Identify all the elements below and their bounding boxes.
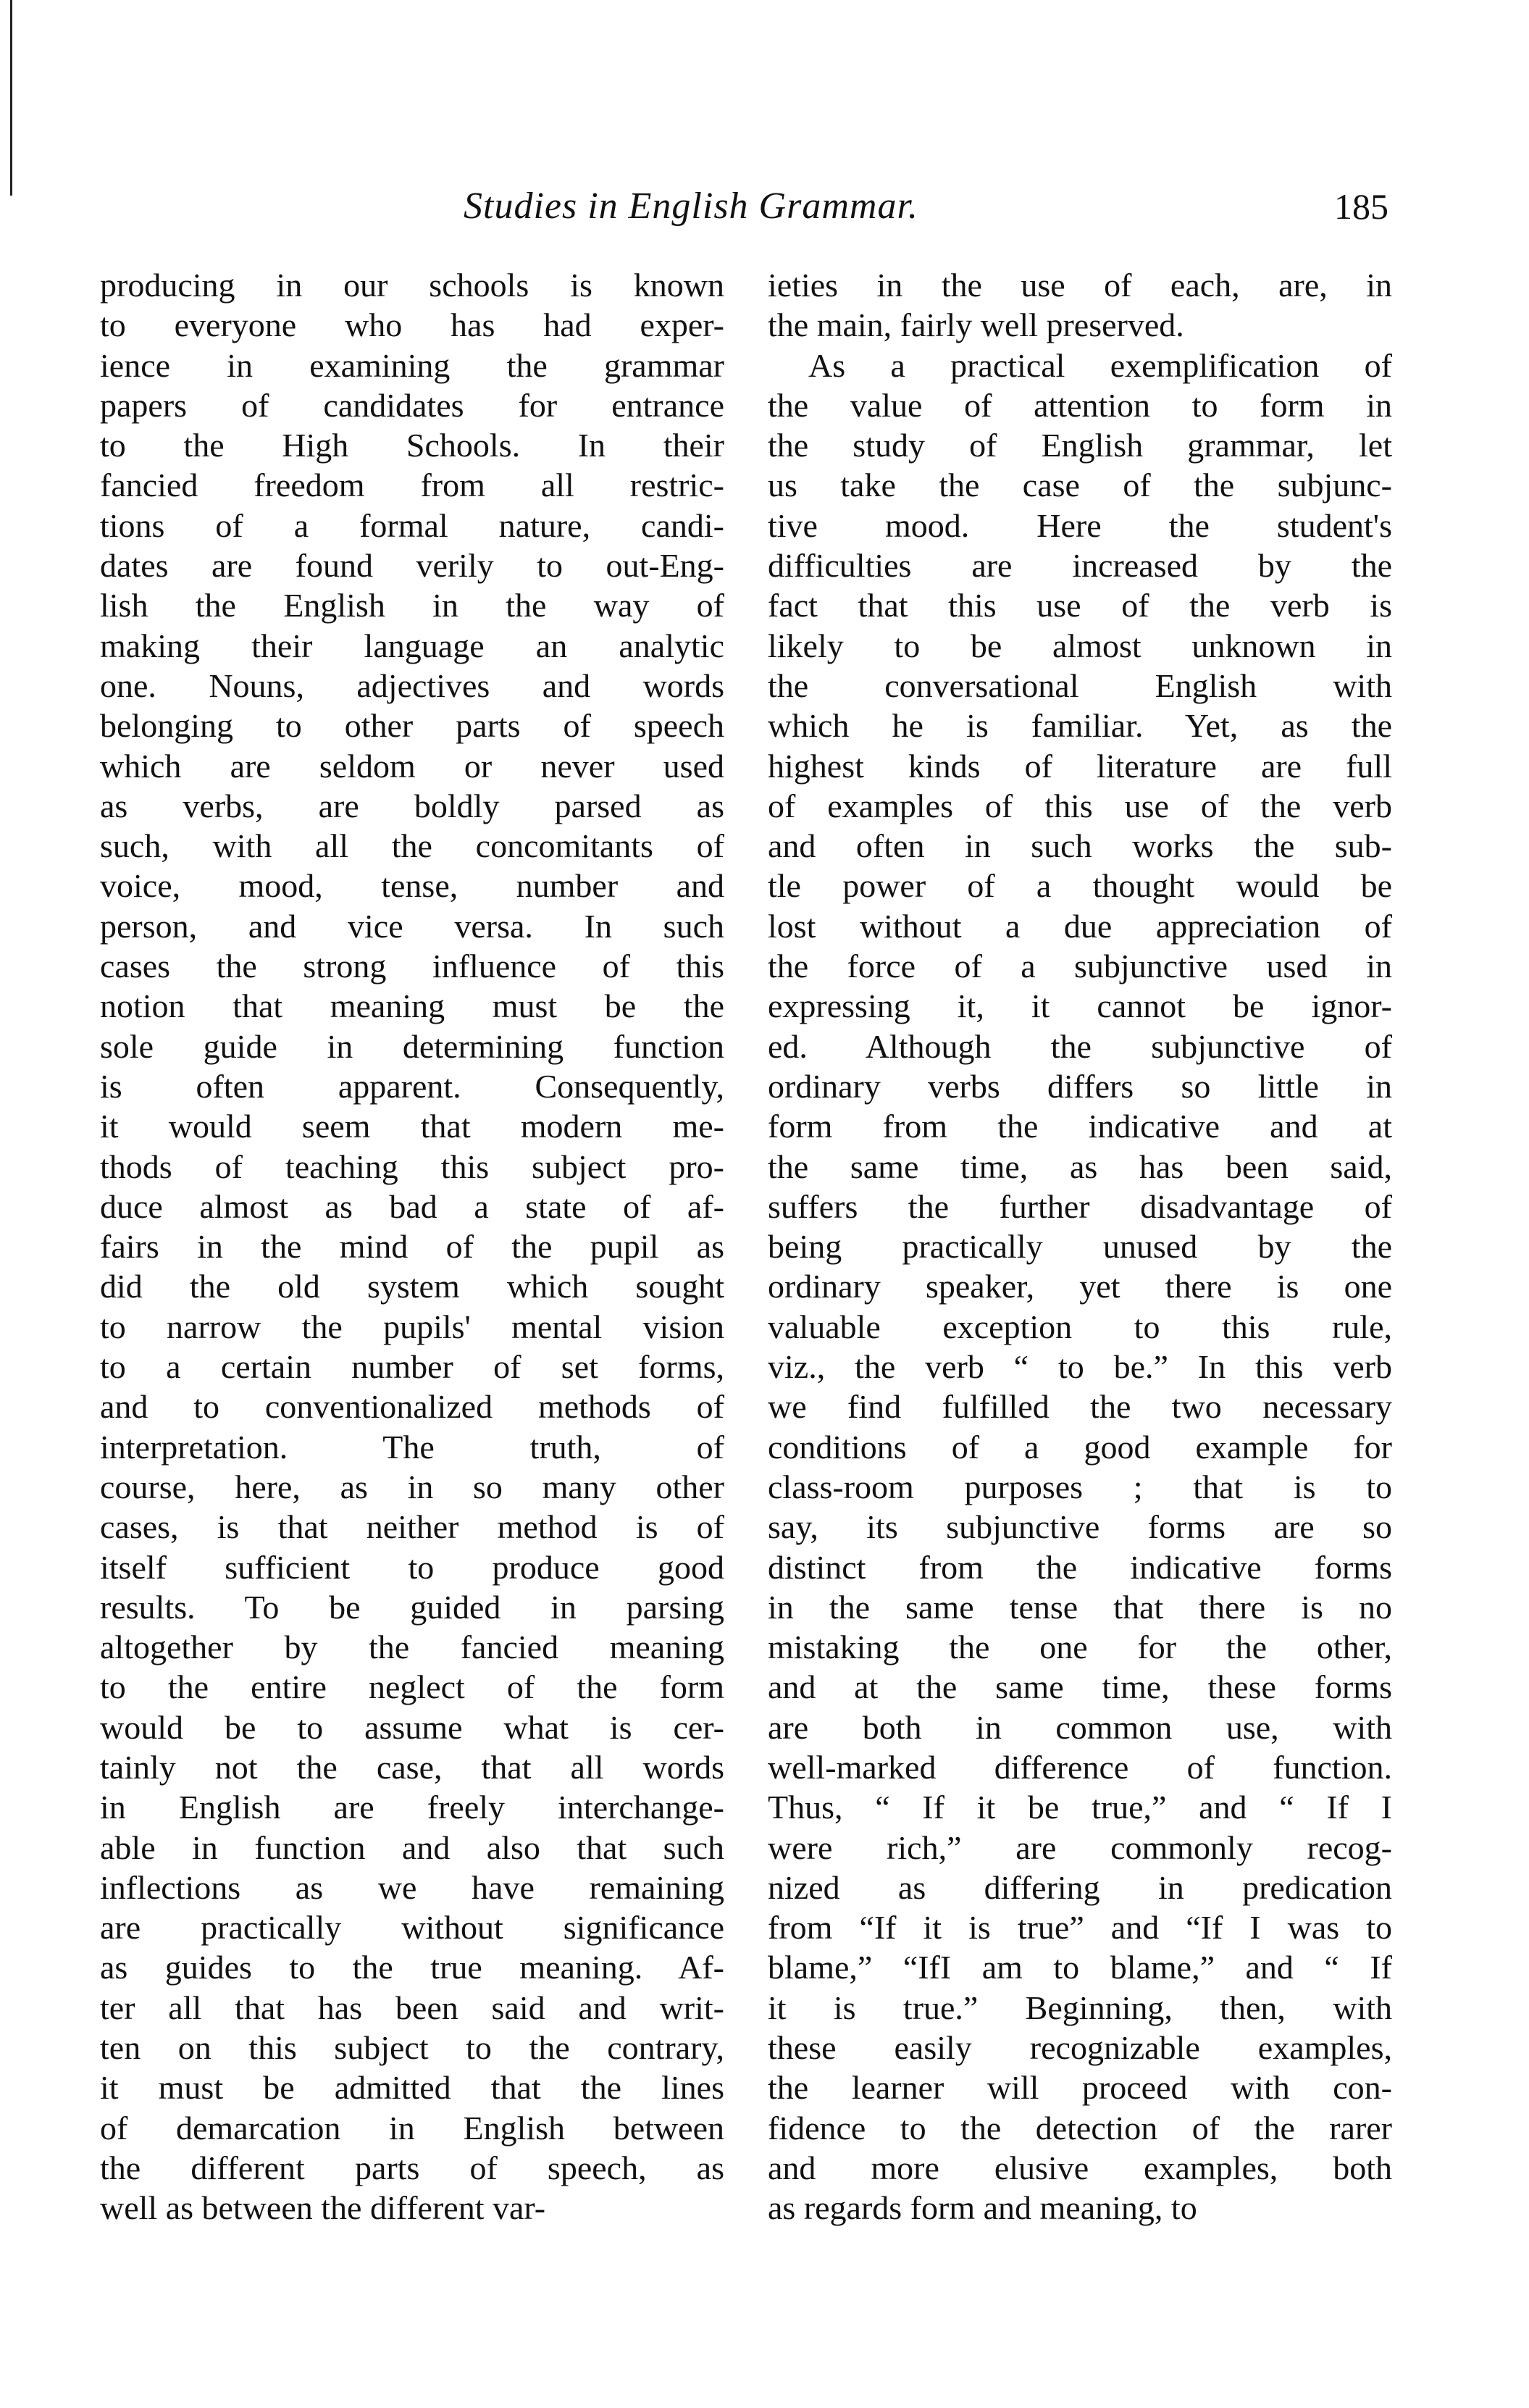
text-line: expressing it, it cannot be ignor- [768,987,1392,1025]
text-line: thods of teaching this subject pro- [100,1147,724,1185]
text-line: dates are found verily to out-Eng- [100,547,724,585]
text-line: conditions of a good example for [768,1428,1392,1466]
text-line: the same time, as has been said, [768,1147,1392,1185]
text-line: did the old system which sought [100,1268,724,1305]
text-line: form from the indicative and at [768,1108,1392,1145]
right-text-column [768,265,1392,2228]
text-line: us take the case of the subjunc- [768,467,1392,504]
text-line: suffers the further disadvantage of [768,1187,1392,1225]
text-line: altogether by the fancied meaning [100,1629,724,1666]
text-line: duce almost as bad a state of af- [100,1187,724,1225]
text-line: of examples of this use of the verb [768,787,1392,824]
text-line: highest kinds of literature are full [768,747,1392,785]
text-line: which he is familiar. Yet, as the [768,707,1392,745]
text-line: making their language an analytic [100,627,724,664]
text-line: are both in common use, with [768,1708,1392,1746]
text-line: and to conventionalized methods of [100,1388,724,1426]
text-line: say, its subjunctive forms are so [768,1508,1392,1546]
text-line: are practically without significance [100,1909,724,1947]
text-line: in English are freely interchange- [100,1789,724,1826]
text-line: ten on this subject to the contrary, [100,2029,724,2067]
text-line: valuable exception to this rule, [768,1308,1392,1345]
text-line: to everyone who has had exper- [100,306,724,344]
text-line: lish the English in the way of [100,587,724,624]
text-line: one. Nouns, adjectives and words [100,666,724,704]
text-line: well-marked difference of function. [768,1748,1392,1786]
page-edge-mark [10,0,12,196]
text-line: and more elusive examples, both [768,2149,1392,2186]
text-line: class-room purposes ; that is to [768,1468,1392,1505]
text-line: notion that meaning must be the [100,987,724,1025]
left-text-column [100,265,724,2228]
text-line: were rich,” are commonly recog- [768,1828,1392,1866]
text-line: which are seldom or never used [100,747,724,785]
text-line: results. To be guided in parsing [100,1588,724,1626]
text-line: the study of English grammar, let [768,427,1392,464]
text-line: belonging to other parts of speech [100,707,724,745]
text-line: course, here, as in so many other [100,1468,724,1505]
text-line: As a practical exemplification of [808,346,1392,384]
text-line: would be to assume what is cer- [100,1708,724,1746]
text-line: such, with all the concomitants of [100,827,724,865]
text-line: ience in examining the grammar [100,346,724,384]
text-line: ordinary speaker, yet there is one [768,1268,1392,1305]
text-line: sole guide in determining function [100,1027,724,1065]
text-line: blame,” “IfI am to blame,” and “ If [768,1949,1392,1986]
text-line: producing in our schools is known [100,267,724,304]
text-line: able in function and also that such [100,1828,724,1866]
text-line: inflections as we have remaining [100,1868,724,1906]
text-line: it must be admitted that the lines [100,2069,724,2107]
text-line: likely to be almost unknown in [768,627,1392,664]
text-line: the value of attention to form in [768,386,1392,424]
text-line: and at the same time, these forms [768,1668,1392,1706]
text-line: the main, fairly well preserved. [768,306,1184,344]
text-line: it is true.” Beginning, then, with [768,1989,1392,2026]
text-line: tle power of a thought would be [768,867,1392,905]
text-line: the learner will proceed with con- [768,2069,1392,2107]
text-line: fact that this use of the verb is [768,587,1392,624]
text-line: itself sufficient to produce good [100,1548,724,1586]
text-line: of demarcation in English between [100,2109,724,2146]
text-line: tive mood. Here the student's [768,506,1392,544]
page-number: 185 [1334,186,1388,227]
text-line: fidence to the detection of the rarer [768,2109,1392,2146]
text-line: in the same tense that there is no [768,1588,1392,1626]
text-line: tainly not the case, that all words [100,1748,724,1786]
text-line: person, and vice versa. In such [100,907,724,945]
text-line: to narrow the pupils' mental vision [100,1308,724,1345]
text-line: as regards form and meaning, to [768,2189,1197,2227]
text-line: from “If it is true” and “If I was to [768,1909,1392,1947]
text-line: voice, mood, tense, number and [100,867,724,905]
text-line: the conversational English with [768,666,1392,704]
text-line: ieties in the use of each, are, in [768,267,1392,304]
text-line: nized as differing in predication [768,1868,1392,1906]
text-line: as verbs, are boldly parsed as [100,787,724,824]
text-line: ordinary verbs differs so little in [768,1067,1392,1105]
text-line: cases the strong influence of this [100,948,724,985]
text-line: ter all that has been said and writ- [100,1989,724,2026]
text-line: these easily recognizable examples, [768,2029,1392,2067]
text-line: difficulties are increased by the [768,547,1392,585]
text-line: viz., the verb “ to be.” In this verb [768,1348,1392,1386]
text-line: the different parts of speech, as [100,2149,724,2186]
text-line: to the entire neglect of the form [100,1668,724,1706]
text-line: to the High Schools. In their [100,427,724,464]
running-title: Studies in English Grammar. [464,185,918,227]
text-line: and often in such works the sub- [768,827,1392,865]
text-line: tions of a formal nature, candi- [100,506,724,544]
text-line: lost without a due appreciation of [768,907,1392,945]
text-line: distinct from the indicative forms [768,1548,1392,1586]
page-header [0,177,1529,235]
text-line: interpretation. The truth, of [100,1428,724,1466]
text-line: mistaking the one for the other, [768,1629,1392,1666]
text-line: is often apparent. Consequently, [100,1067,724,1105]
text-line: it would seem that modern me- [100,1108,724,1145]
text-line: the force of a subjunctive used in [768,948,1392,985]
text-line: fancied freedom from all restric- [100,467,724,504]
text-line: well as between the different var- [100,2189,546,2227]
text-line: Thus, “ If it be true,” and “ If I [768,1789,1392,1826]
text-line: papers of candidates for entrance [100,386,724,424]
text-line: cases, is that neither method is of [100,1508,724,1546]
text-line: we find fulfilled the two necessary [768,1388,1392,1426]
text-line: being practically unused by the [768,1228,1392,1266]
text-line: ed. Although the subjunctive of [768,1027,1392,1065]
text-line: as guides to the true meaning. Af- [100,1949,724,1986]
text-line: fairs in the mind of the pupil as [100,1228,724,1266]
text-line: to a certain number of set forms, [100,1348,724,1386]
